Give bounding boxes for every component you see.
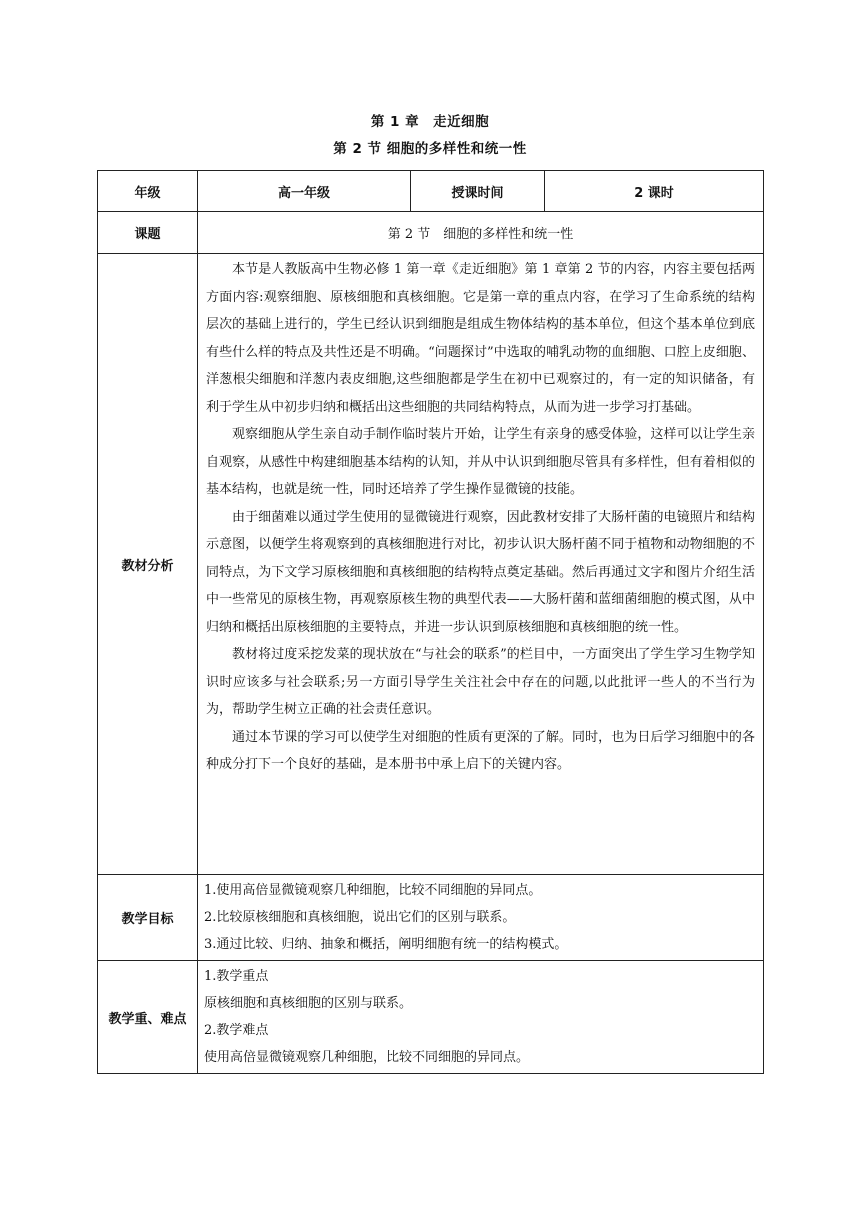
goal-item: 2.比较原核细胞和真核细胞，说出它们的区别与联系。 <box>204 910 516 925</box>
analysis-paragraph: 由于细菌难以通过学生使用的显微镜进行观察，因此教材安排了大肠杆菌的电镜照片和结构示意图，以便学生将观察到的真核细胞进行对比，初步认识大肠杆菌不同于植物和动物细胞的不同特点，为下文学习原核细胞和真核细胞的结构特点奠定基础。然后再通过文字和图片介绍生活中一些常见的原核生物，再观察原核生物的典型代表——大肠杆菌和蓝细菌细胞的模式图，从中归纳和概括出原核细胞的主要特点，并进一步认识到原核细胞和真核细胞的统一性。 <box>206 509 755 635</box>
keypoints-line: 原核细胞和真核细胞的区别与联系。 <box>204 996 413 1011</box>
goal-item: 1.使用高倍显微镜观察几种细胞，比较不同细胞的异同点。 <box>204 883 542 898</box>
analysis-paragraph: 教材将过度采挖发菜的现状放在“与社会的联系”的栏目中，一方面突出了学生学习生物学知识时应该多与社会联系;另一方面引导学生关注社会中存在的问题,以此批评一些人的不当行为为，帮助学生树立正确的社会责任意识。 <box>206 647 755 717</box>
keypoints-line: 2.教学难点 <box>204 1023 269 1038</box>
table-row <box>98 171 764 212</box>
analysis-label: 教材分析 <box>98 254 198 875</box>
table-row <box>98 961 764 1074</box>
analysis-paragraph: 观察细胞从学生亲自动手制作临时装片开始，让学生有亲身的感受体验，这样可以让学生亲自观察，从感性中构建细胞基本结构的认知，并从中认识到细胞尽管具有多样性，但有着相似的基本结构，也就是统一性，同时还培养了学生操作显微镜的技能。 <box>206 427 755 497</box>
class-time-value: 2 课时 <box>545 171 764 212</box>
class-time-label: 授课时间 <box>411 171 545 212</box>
keypoints-line: 1.教学重点 <box>204 969 269 984</box>
topic-value: 第 2 节 细胞的多样性和统一性 <box>198 212 764 254</box>
analysis-paragraph: 通过本节课的学习可以使学生对细胞的性质有更深的了解。同时，也为日后学习细胞中的各种成分打下一个良好的基础，是本册书中承上启下的关键内容。 <box>206 729 755 772</box>
keypoints-line: 使用高倍显微镜观察几种细胞，比较不同细胞的异同点。 <box>204 1050 530 1065</box>
table-row <box>98 254 764 875</box>
grade-value: 高一年级 <box>198 171 411 212</box>
lesson-plan-table <box>97 170 764 1074</box>
goals-content <box>198 875 764 961</box>
table-row <box>98 212 764 254</box>
grade-label: 年级 <box>98 171 198 212</box>
keypoints-content <box>198 961 764 1074</box>
chapter-title: 第 1 章 走近细胞 <box>370 114 490 130</box>
analysis-paragraph: 本节是人教版高中生物必修 1 第一章《走近细胞》第 1 章第 2 节的内容，内容主要包括两方面内容:观察细胞、原核细胞和真核细胞。它是第一章的重点内容，在学习了生命系统的结构层次的基础上进行的，学生已经认识到细胞是组成生物体结构的基本单位，但这个基本单位到底有些什么样的特点及共性还是不明确。“问题探讨”中选取的哺乳动物的血细胞、口腔上皮细胞、洋葱根尖细胞和洋葱内表皮细胞,这些细胞都是学生在初中已观察过的，有一定的知识储备，有利于学生从中初步归纳和概括出这些细胞的共同结构特点，从而为进一步学习打基础。 <box>206 262 755 415</box>
analysis-content <box>198 254 764 875</box>
topic-label: 课题 <box>98 212 198 254</box>
section-title: 第 2 节 细胞的多样性和统一性 <box>333 141 527 157</box>
goal-item: 3.通过比较、归纳、抽象和概括，阐明细胞有统一的结构模式。 <box>204 937 568 952</box>
table-row <box>98 875 764 961</box>
goals-label: 教学目标 <box>98 875 198 961</box>
keypoints-label: 教学重、难点 <box>98 961 198 1074</box>
